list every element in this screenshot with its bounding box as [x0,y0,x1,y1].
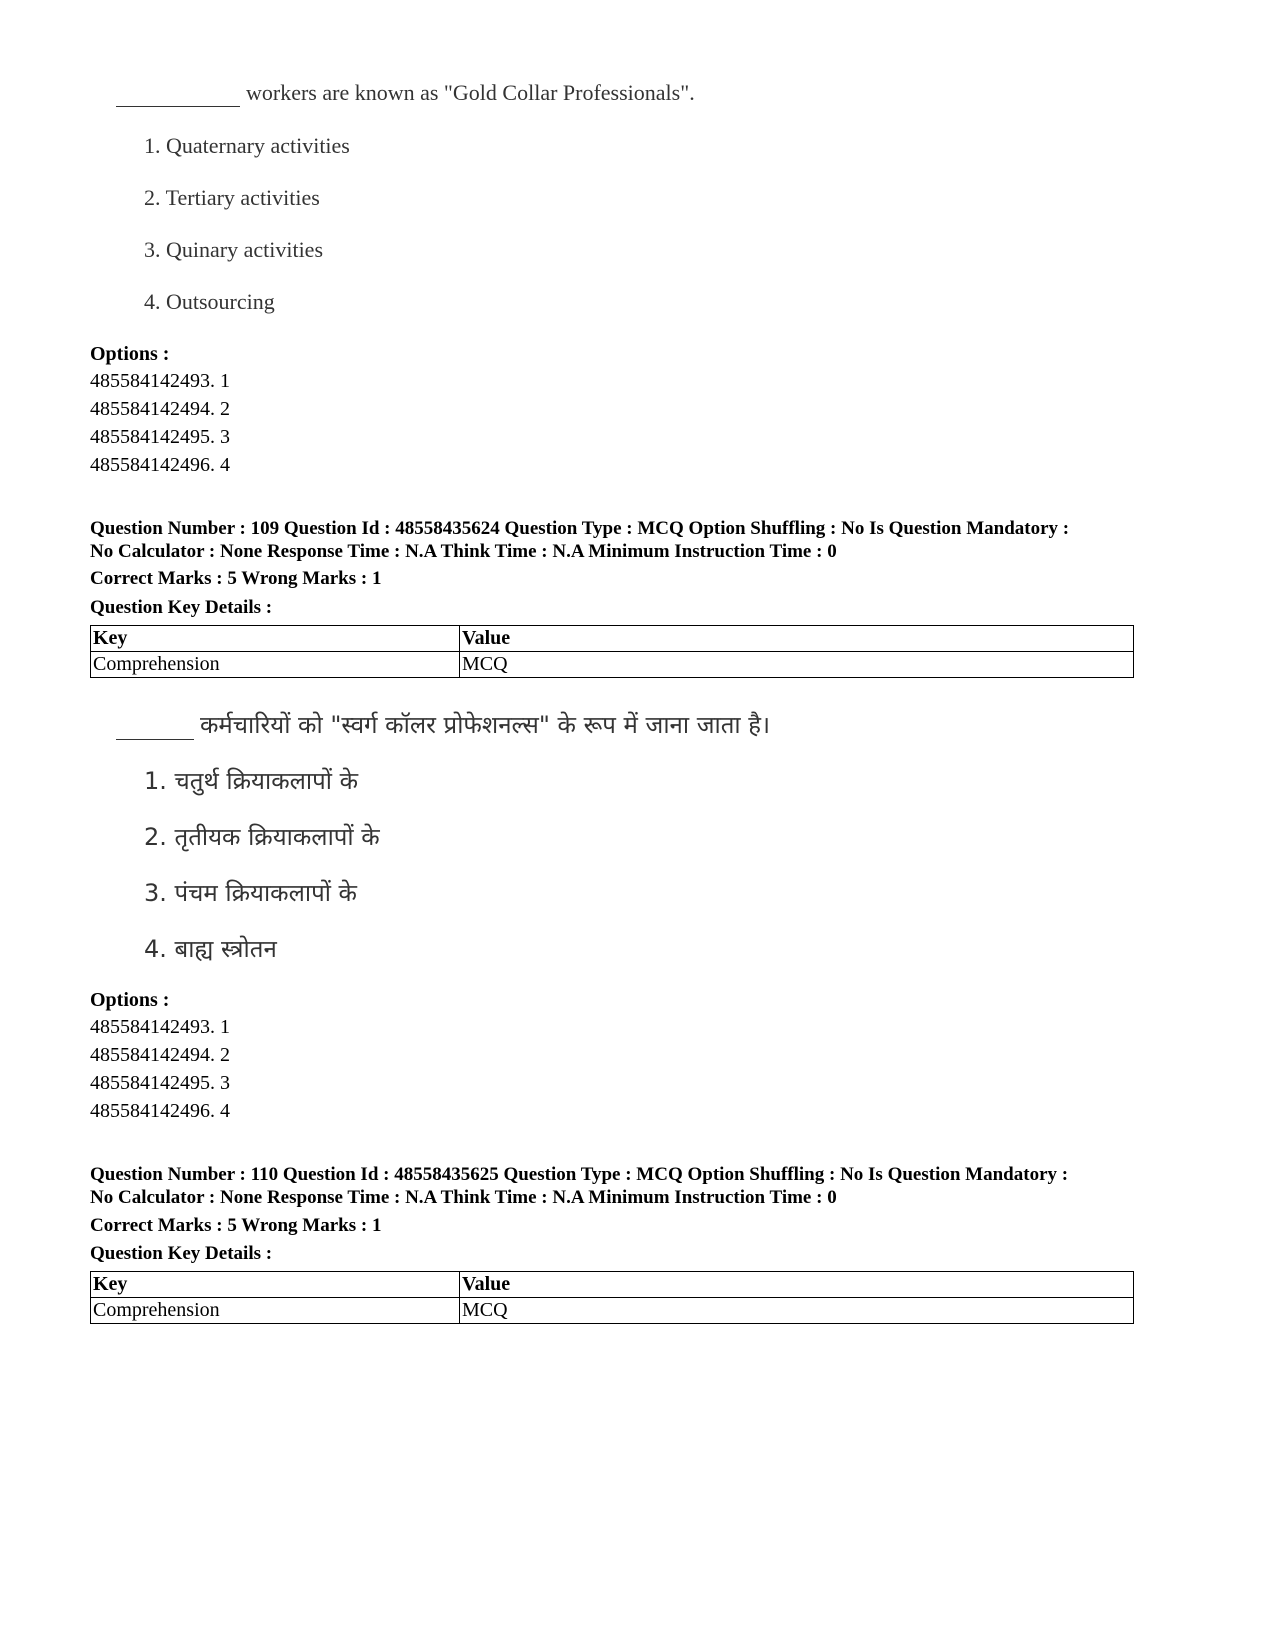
option-line: 485584142496. 4 [90,454,230,476]
option-line: 485584142494. 2 [90,398,230,420]
answer-blank [116,80,240,107]
question-item: 1. चतुर्थ क्रियाकलापों के [144,767,359,795]
table-header-row [91,626,1134,652]
table-header-value: Value [460,626,1134,652]
question-header-line1: Question Number : 110 Question Id : 48558435625 Question Type : MCQ Option Shuffling : No Is Question Mandatory : [90,1164,1069,1185]
question-item: 3. पंचम क्रियाकलापों के [144,879,357,907]
table-cell: MCQ [460,652,1134,678]
table-row [91,652,1134,678]
question-item: 3. Quinary activities [144,237,324,262]
option-line: 485584142494. 2 [90,1044,230,1066]
table-header-key: Key [91,626,460,652]
question-stem-en [116,80,695,107]
options-label: Options : [90,989,170,1011]
question-item: 4. Outsourcing [144,289,275,314]
question-item: 4. बाह्य स्त्रोतन [144,935,277,963]
question-key-table [90,1271,1134,1324]
table-cell: Comprehension [91,1298,460,1324]
options-label: Options : [90,343,170,365]
table-header-row [91,1272,1134,1298]
question-marks: Correct Marks : 5 Wrong Marks : 1 [90,1215,382,1236]
question-marks: Correct Marks : 5 Wrong Marks : 1 [90,568,382,589]
option-line: 485584142496. 4 [90,1100,230,1122]
question-item: 2. तृतीयक क्रियाकलापों के [144,823,380,851]
table-header-key: Key [91,1272,460,1298]
table-row [91,1298,1134,1324]
question-stem-hi-text: कर्मचारियों को "स्वर्ग कॉलर प्रोफेशनल्स" के रूप में जाना जाता है। [200,711,771,739]
question-key-details-label: Question Key Details : [90,597,273,618]
table-header-value: Value [460,1272,1134,1298]
option-line: 485584142493. 1 [90,1016,230,1038]
option-line: 485584142493. 1 [90,370,230,392]
question-stem-en-text: workers are known as "Gold Collar Professionals". [246,80,695,105]
table-cell: MCQ [460,1298,1134,1324]
question-item: 2. Tertiary activities [144,185,320,210]
question-header-line1: Question Number : 109 Question Id : 48558435624 Question Type : MCQ Option Shuffling : No Is Question Mandatory : [90,518,1070,539]
question-item: 1. Quaternary activities [144,133,350,158]
question-header-line2: No Calculator : None Response Time : N.A Think Time : N.A Minimum Instruction Time : 0 [90,541,837,562]
option-line: 485584142495. 3 [90,1072,230,1094]
option-line: 485584142495. 3 [90,426,230,448]
question-key-table [90,625,1134,678]
table-cell: Comprehension [91,652,460,678]
question-stem-hi [116,708,770,741]
answer-blank [116,711,194,740]
question-key-details-label: Question Key Details : [90,1243,273,1264]
question-header-line2: No Calculator : None Response Time : N.A Think Time : N.A Minimum Instruction Time : 0 [90,1187,837,1208]
